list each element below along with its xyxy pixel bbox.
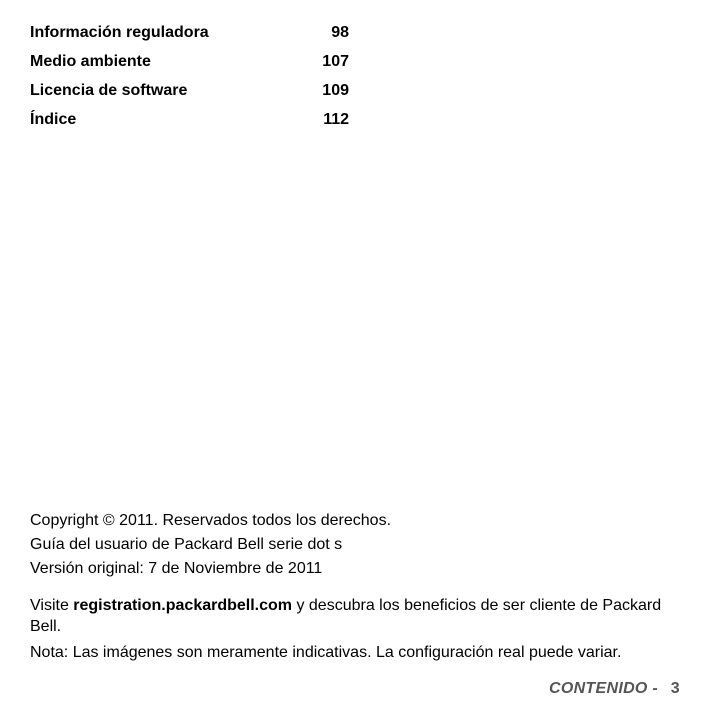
visit-prefix: Visite [30,597,74,614]
guide-title: Guía del usuario de Packard Bell serie dot s [30,536,343,553]
toc-entry-title: Índice [30,111,77,128]
registration-link[interactable]: registration.packardbell.com [73,597,293,614]
toc-entry-page: 109 [322,82,349,99]
toc-entry-page: 107 [322,53,349,70]
page-footer [549,680,680,698]
visit-suffix: y descubra los beneficios de ser cliente de Packard Bell. [30,597,662,635]
section-name: CONTENIDO - [548,680,663,697]
note-text: Nota: Las imágenes son meramente indicativas. La configuración real puede variar. [30,644,622,661]
toc-entry-title: Medio ambiente [30,53,151,70]
legal-notice [30,509,690,665]
toc-entry-index[interactable] [30,111,350,140]
page-number: 3 [670,680,680,697]
copyright-text: Copyright © 2011. Reservados todos los derechos. [30,512,392,529]
toc-entry-title: Información reguladora [30,24,209,41]
table-of-contents [30,24,350,140]
toc-entry-page: 112 [323,111,349,128]
toc-entry-title: Licencia de software [30,82,188,99]
toc-entry-software-license[interactable] [30,82,350,111]
version-text: Versión original: 7 de Noviembre de 2011 [30,560,323,577]
spacer [30,581,690,595]
toc-entry-page: 98 [331,24,349,41]
toc-entry-environment[interactable] [30,53,350,82]
registration-text [30,595,690,637]
toc-entry-regulatory[interactable] [30,24,350,53]
